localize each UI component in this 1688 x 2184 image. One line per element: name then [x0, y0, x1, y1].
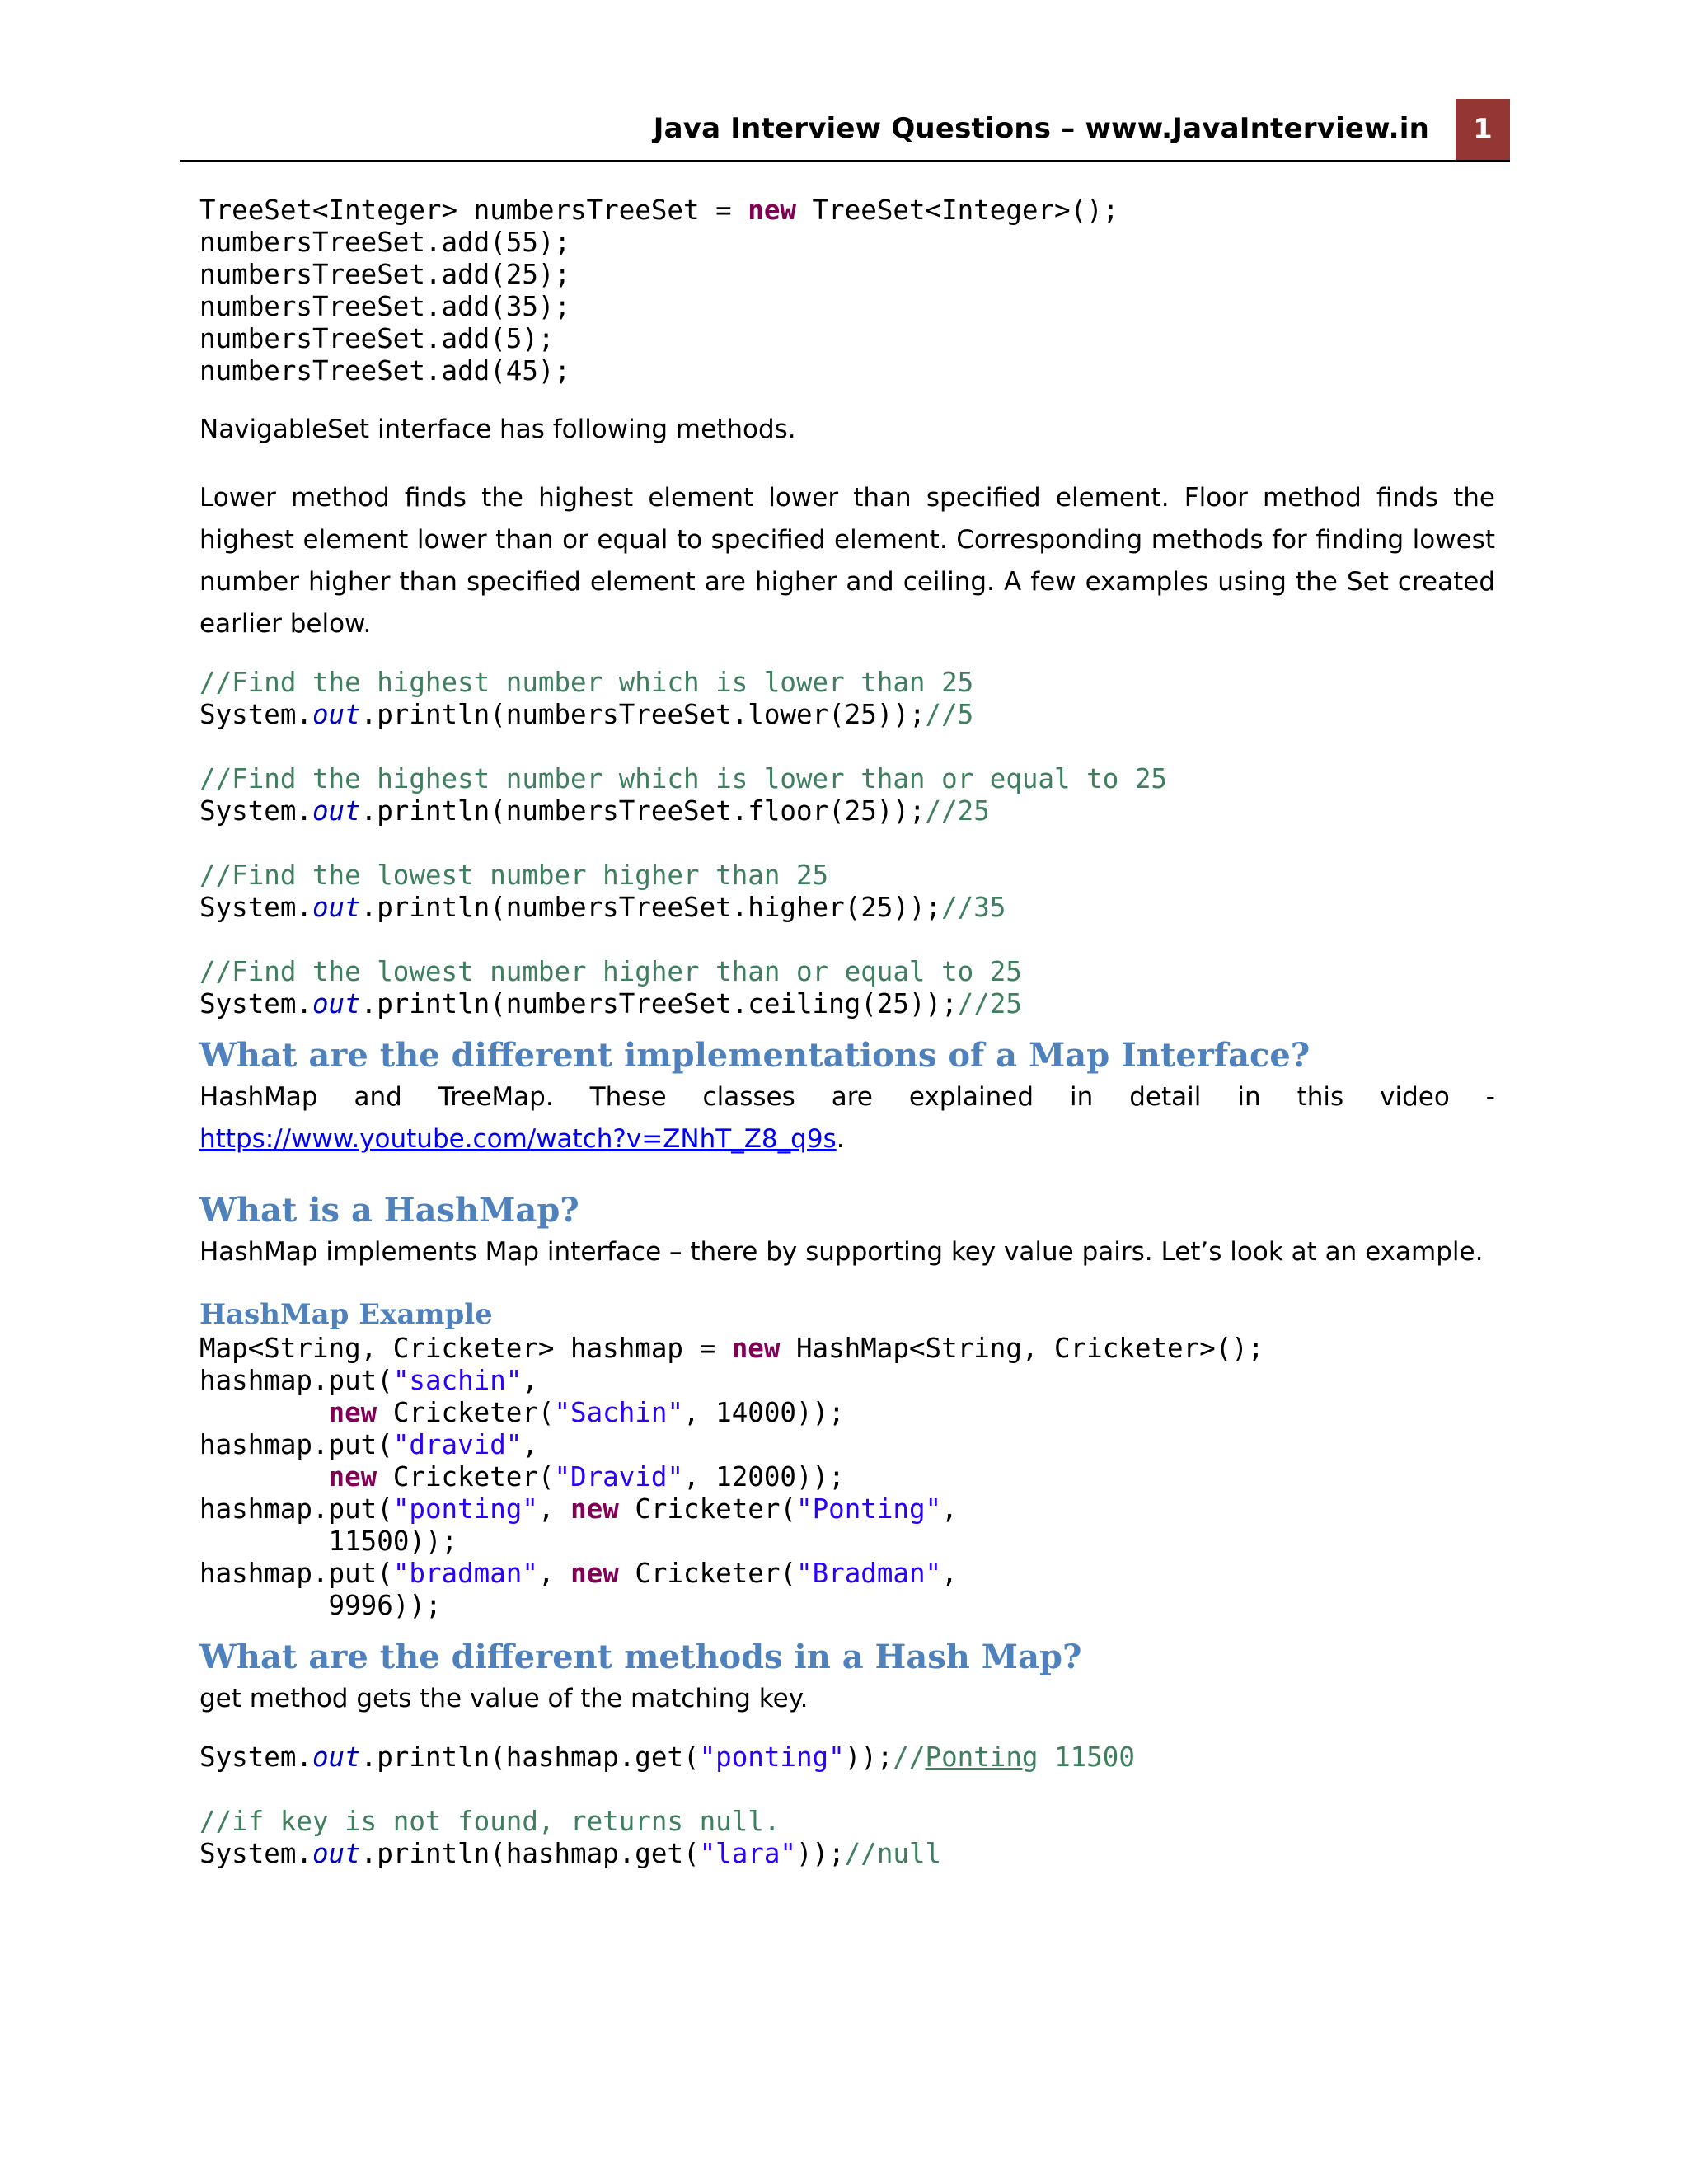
code-block-hashmap-example: Map<String, Cricketer> hashmap = new HashMap<String, Cricketer>(); hashmap.put("sachin", new Cricketer("Sachin", 14000)); hashmap.put("dravid", new Cricketer("Dravid", 12000)); hashmap.put("ponting", new Cricketer("Ponting", 11500)); hashmap.put("bradman", new Cricketer("Bradman", 9996));	[199, 1333, 1264, 1621]
paragraph-video-link: https://www.youtube.com/watch?v=ZNhT_Z8_q9s.	[199, 1124, 845, 1154]
heading-hashmap-methods: What are the different methods in a Hash Map?	[199, 1638, 1082, 1676]
page-content	[199, 194, 1495, 1870]
code-block-ceiling: //Find the lowest number higher than or equal to 25 System.out.println(numbersTreeSet.ceiling(25));//25	[199, 956, 1022, 1019]
code-block-get-null: //if key is not found, returns null. System.out.println(hashmap.get("lara"));//null	[199, 1806, 942, 1869]
paragraph-navigableset: NavigableSet interface has following methods.	[199, 415, 796, 444]
heading-hashmap-example: HashMap Example	[199, 1298, 493, 1331]
page-number-badge: 1	[1456, 99, 1510, 160]
heading-what-is-hashmap: What is a HashMap?	[199, 1191, 579, 1230]
code-block-treeset: TreeSet<Integer> numbersTreeSet = new TreeSet<Integer>(); numbersTreeSet.add(55); numbersTreeSet.add(25); numbersTreeSet.add(35); numbersTreeSet.add(5); numbersTreeSet.add(45);	[199, 194, 1119, 387]
code-block-higher: //Find the lowest number higher than 25 System.out.println(numbersTreeSet.higher(25));//35	[199, 860, 1006, 923]
page-header	[180, 99, 1510, 162]
code-block-get-ponting: System.out.println(hashmap.get("ponting"));//Ponting 11500	[199, 1741, 1135, 1773]
youtube-video-link[interactable]: https://www.youtube.com/watch?v=ZNhT_Z8_q9s	[199, 1124, 837, 1154]
code-block-floor: //Find the highest number which is lower than or equal to 25 System.out.println(numbersTreeSet.floor(25));//25	[199, 763, 1167, 827]
code-block-lower: //Find the highest number which is lower than 25 System.out.println(numbersTreeSet.lower(25));//5	[199, 667, 974, 730]
paragraph-map-implementations: HashMap and TreeMap. These classes are explained in detail in this video -	[199, 1082, 1495, 1112]
paragraph-lower-floor: Lower method finds the highest element lower than specified element. Floor method finds the highest element lower than or equal to specified element. Corresponding methods for finding lowest number higher than specified element are higher and ceiling. A few examples using the Set created earlier below.	[199, 483, 1495, 639]
paragraph-hashmap-intro: HashMap implements Map interface – there by supporting key value pairs. Let’s look at an example.	[199, 1237, 1484, 1267]
paragraph-get-method: get method gets the value of the matching key.	[199, 1684, 809, 1713]
heading-map-implementations: What are the different implementations of a Map Interface?	[199, 1036, 1311, 1075]
header-title: Java Interview Questions – www.JavaInterview.in	[653, 112, 1429, 145]
